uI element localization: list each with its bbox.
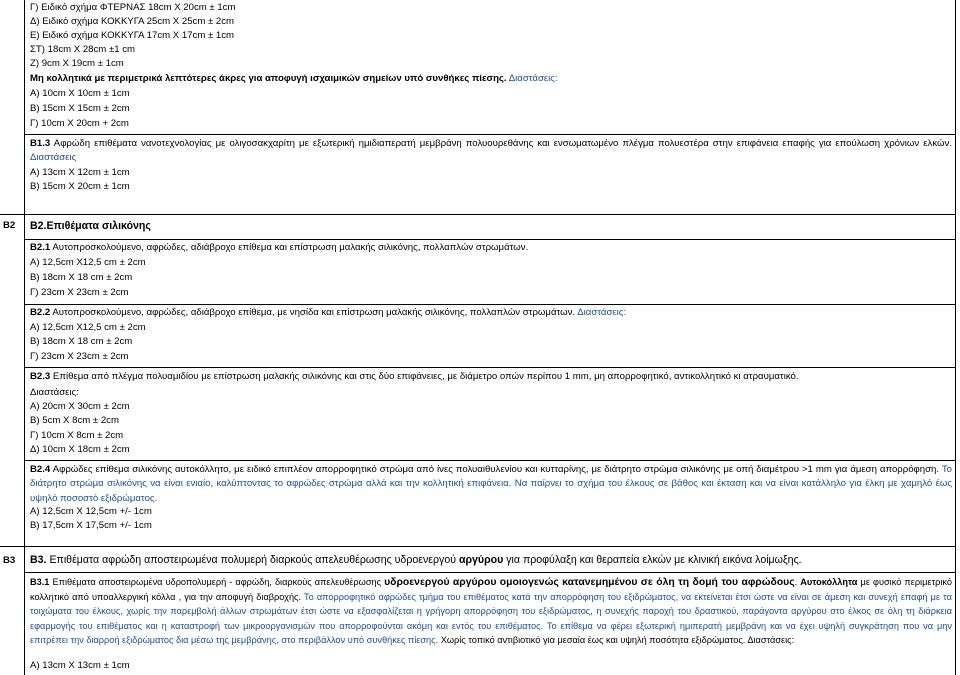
row-divider xyxy=(24,304,956,305)
b1-note-bold: Μη κολλητικά με περιμετρικά λεπτότερες άκρες για αποφυγή ισχαιμικών σημείων υπό συνθήκες πίεσης. xyxy=(30,73,507,84)
b31-bold2: Αυτοκόλλητα xyxy=(800,577,858,587)
b3-title-text: Επιθέματα αφρώδη αποστειρωμένα πολυμερή διαρκούς απελευθέρωσης υδροενεργού xyxy=(46,554,459,566)
b3-title-bold: αργύρου xyxy=(458,554,504,566)
b2-title: Β2.Επιθέματα σιλικόνης xyxy=(30,220,151,232)
b31-text2: . xyxy=(794,577,801,587)
b1-dim-line: Α) 10cm X 10cm ± 1cm xyxy=(30,88,130,99)
b1-dim-line: ΣΤ) 18cm X 28cm ±1 cm xyxy=(30,44,136,55)
row-divider xyxy=(24,460,956,461)
b1-dim-line: Ζ) 9cm X 19cm ± 1cm xyxy=(30,58,124,69)
table-column-divider xyxy=(24,0,25,675)
b22-code: Β2.2 xyxy=(30,307,51,318)
b31-tail: Χωρίς τοπικό αντιβιοτικό για μεσαία έως και υψηλή ποσότητα εξιδρώματος. Διαστάσεις: xyxy=(438,634,795,645)
b22-dim-line: Γ) 23cm X 23cm ± 2cm xyxy=(30,351,129,362)
b13-code: Β1.3 xyxy=(30,138,51,149)
b31-text1: Επιθέματα αποστειρωμένα υδροπολυμερή - αφρώδη, διαρκούς απελευθέρωσης xyxy=(49,577,385,587)
row-divider xyxy=(24,572,956,573)
row-divider xyxy=(24,367,956,368)
b31-bold: υδροενεργού αργύρου ομοιογενώς κατανεμημένου σε όλη τη δομή του αφρώδους xyxy=(384,577,795,588)
b22-paragraph xyxy=(30,306,952,320)
b13-paragraph xyxy=(30,137,952,166)
b13-dim-line: Α) 13cm X 12cm ± 1cm xyxy=(30,167,130,178)
b31-text3: με φυσικό περιμετρικό κολλητικό από υποαλλεργική κόλλα , για την αποφυγή διαβροχής. xyxy=(30,577,952,603)
b1-dim-line: Β) 15cm X 15cm ± 2cm xyxy=(30,103,130,114)
b3-title-code: Β3. xyxy=(30,554,47,566)
b23-dims-label: Διαστάσεις: xyxy=(30,387,79,398)
b21-dim-line: Α) 12,5cm X12,5 cm ± 2cm xyxy=(30,257,146,268)
row-divider xyxy=(24,239,956,240)
b31-blue-text: Το απορροφητικό αφρώδες τμήμα του επιθέματος κατά την απορρόφηση του εξιδρώματος, να εκτείνεται έτσι ώστε να είναι σε άμεση και συνεχή επαφή με τα τοιχώματα του έλκους, χωρίς την παρεμβολή άλλων στρωμάτων έτσι ώστε να εξασφαλίζεται η γρήγορη απορρόφηση του εξιδρώματος, η συνεχής παροχή του δραστικού, παράγοντα αργύρου στο έλκος σε όλη τη διάρκεια εφαρμογής του επιθέματος και η καταστροφή των μικροοργανισμών που απορροφούνται ακόμη και εντός του επιθέματος. Το επίθεμα να φέρει εξωτερική ημιπερατή μεμβράνη και να έχει υψηλή συγκράτηση που να μην επιτρέπει την διαρροή εξιδρώματος δια μέσω της μεμβράνης, στο περιβάλλον υπό συνθήκες πίεσης. xyxy=(30,592,952,645)
b21-dim-line: Γ) 23cm X 23cm ± 2cm xyxy=(30,287,129,298)
b3-title-tail: για προφύλαξη και θεραπεία ελκών με κλινική εικόνα λοίμωξης. xyxy=(503,554,802,566)
b24-paragraph xyxy=(30,463,952,506)
table-right-border xyxy=(955,0,956,675)
b22-dim-line: Α) 12,5cm X12,5 cm ± 2cm xyxy=(30,322,146,333)
b24-blue-text: Το διάτρητο στρώμα σιλικόνης να είναι ενιαίο, καλύπτοντας το αφρώδες στρώμα αλλά και την κολλητική επιφάνεια. Να παίρνει το σχήμα του έλκους σε βάθος και έκταση και να είναι κατάλληλο για έλκη με χαμηλό έως υψηλό ποσοστό εξιδρώματος. xyxy=(30,464,952,504)
b23-text: Επίθεμα από πλέγμα πολυαμιδίου με επίστρωση μαλακής σιλικόνης και στις δύο επιφάνειες, με διάμετρο οπών περίπου 1 mm, μη απορροφητικό, αντικολλητικό κι ατραυματικό. xyxy=(50,371,799,382)
b21-code: Β2.1 xyxy=(30,242,51,253)
b23-dim-line: Γ) 10cm X 8cm ± 2cm xyxy=(30,430,124,441)
b13-dim-line: Β) 15cm X 20cm ± 1cm xyxy=(30,181,130,192)
b1-dim-line: Γ) 10cm X 20cm + 2cm xyxy=(30,118,129,129)
b24-text: Αφρώδες επίθεμα σιλικόνης αυτοκόλλητο, με ειδικό επιπλέον απορροφητικό στρώμα από ίνες πολυαιθυλενίου και κυτταρίνης, με διάτρητο στρώμα σιλικόνης με οπή διαμέτρου >1 mm για άμεση απορρόφηση. xyxy=(50,464,940,475)
b22-text: Αυτοπροσκολούμενο, αφρώδες, αδιάβροχο επίθεμα, με νησίδα και επίστρωση μαλακής σιλικόνης, πολλαπλών στρωμάτων. xyxy=(50,307,576,318)
b24-dim-line: Β) 17,5cm X 17,5cm +/- 1cm xyxy=(30,520,152,531)
b21-text: Αυτοπροσκολούμενο, αφρώδες, αδιάβροχο επίθεμα και επίστρωση μαλακής σιλικόνης, πολλαπλών στρωμάτων. xyxy=(50,242,529,253)
row-divider xyxy=(0,546,956,547)
b31-dim-line: Α) 13cm X 13cm ± 1cm xyxy=(30,660,130,671)
b1-dims-label: Διαστάσεις: xyxy=(508,73,558,84)
b24-code: Β2.4 xyxy=(30,464,51,475)
b1-note-line xyxy=(30,72,952,86)
b21-dim-line: Β) 18cm X 18 cm ± 2cm xyxy=(30,272,133,283)
b22-dim-line: Β) 18cm X 18 cm ± 2cm xyxy=(30,336,133,347)
row-divider xyxy=(24,134,956,135)
row-label-b2: B2 xyxy=(3,220,16,231)
b22-dims-label: Διαστάσεις: xyxy=(575,307,627,318)
b23-dim-line: Β) 5cm X 8cm ± 2cm xyxy=(30,415,119,426)
b3-title xyxy=(30,553,952,567)
b21-paragraph xyxy=(30,241,952,255)
b1-dim-line: Δ) Ειδικό σχήμα ΚΟΚΚΥΓΑ 25cm X 25cm ± 2cm xyxy=(30,16,235,27)
b13-text: Αφρώδη επιθέματα νανοτεχνολογίας με ολιγοσακχαρίτη με εξωτερική ημιδιαπερατή μεμβράνη πολυουρεθάνης και ενσωματωμένο πλέγμα πολυεστέρα στην επιφάνεια επαφής για επούλωση χρόνιων ελκών. xyxy=(50,138,952,149)
b23-dim-line: Δ) 10cm X 18cm ± 2cm xyxy=(30,444,130,455)
b23-code: Β2.3 xyxy=(30,371,51,382)
b31-code: Β3.1 xyxy=(30,577,50,587)
b1-dim-line: Ε) Ειδικό σχήμα ΚΟΚΚΥΓΑ 17cm X 17cm ± 1cm xyxy=(30,30,235,41)
b1-dim-line: Γ) Ειδικό σχήμα ΦΤΕΡΝΑΣ 18cm X 20cm ± 1cm xyxy=(30,2,236,13)
b23-dim-line: Α) 20cm X 30cm ± 2cm xyxy=(30,401,130,412)
row-divider xyxy=(0,214,956,215)
b31-paragraph xyxy=(30,575,952,647)
b13-dims-label: Διαστάσεις xyxy=(30,152,77,164)
row-label-b3: B3 xyxy=(3,555,16,566)
b24-dim-line: Α) 12,5cm X 12,5cm +/- 1cm xyxy=(30,506,152,517)
b23-paragraph xyxy=(30,370,952,384)
